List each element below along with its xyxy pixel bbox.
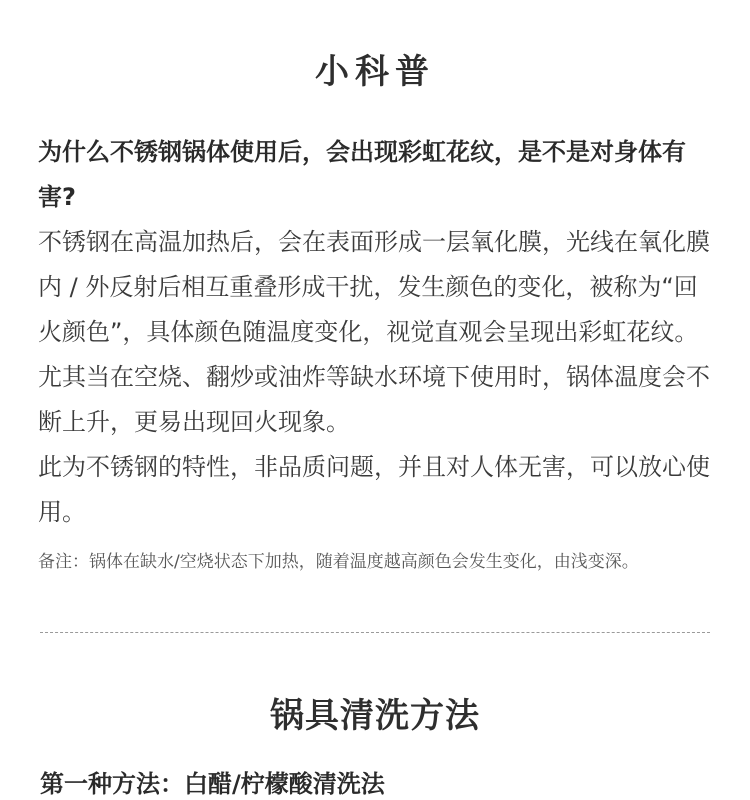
page-title: 小科普 (315, 52, 435, 92)
explanation-paragraph: 不锈钢在高温加热后，会在表面形成一层氧化膜，光线在氧化膜内 / 外反射后相互重叠形成干扰，发生颜色的变化，被称为“回火颜色”，具体颜色随温度变化，视觉直观会呈现出彩虹花纹。尤其当在空烧、翻炒或油炸等缺水环境下使用时，锅体温度会不断上升，更易出现回火现象。 (38, 228, 710, 436)
note-text: 备注：锅体在缺水/空烧状态下加热，随着温度越高颜色会发生变化，由浅变深。 (38, 552, 639, 572)
faq-question: 为什么不锈钢锅体使用后，会出现彩虹花纹，是不是对身体有害? (38, 138, 686, 211)
safety-paragraph: 此为不锈钢的特性，非品质问题，并且对人体无害，可以放心使用。 (38, 453, 710, 526)
dashed-divider (40, 632, 710, 633)
section-title-cleaning: 锅具清洗方法 (270, 696, 480, 736)
method-heading-1: 第一种方法：白醋/柠檬酸清洗法 (40, 770, 385, 798)
